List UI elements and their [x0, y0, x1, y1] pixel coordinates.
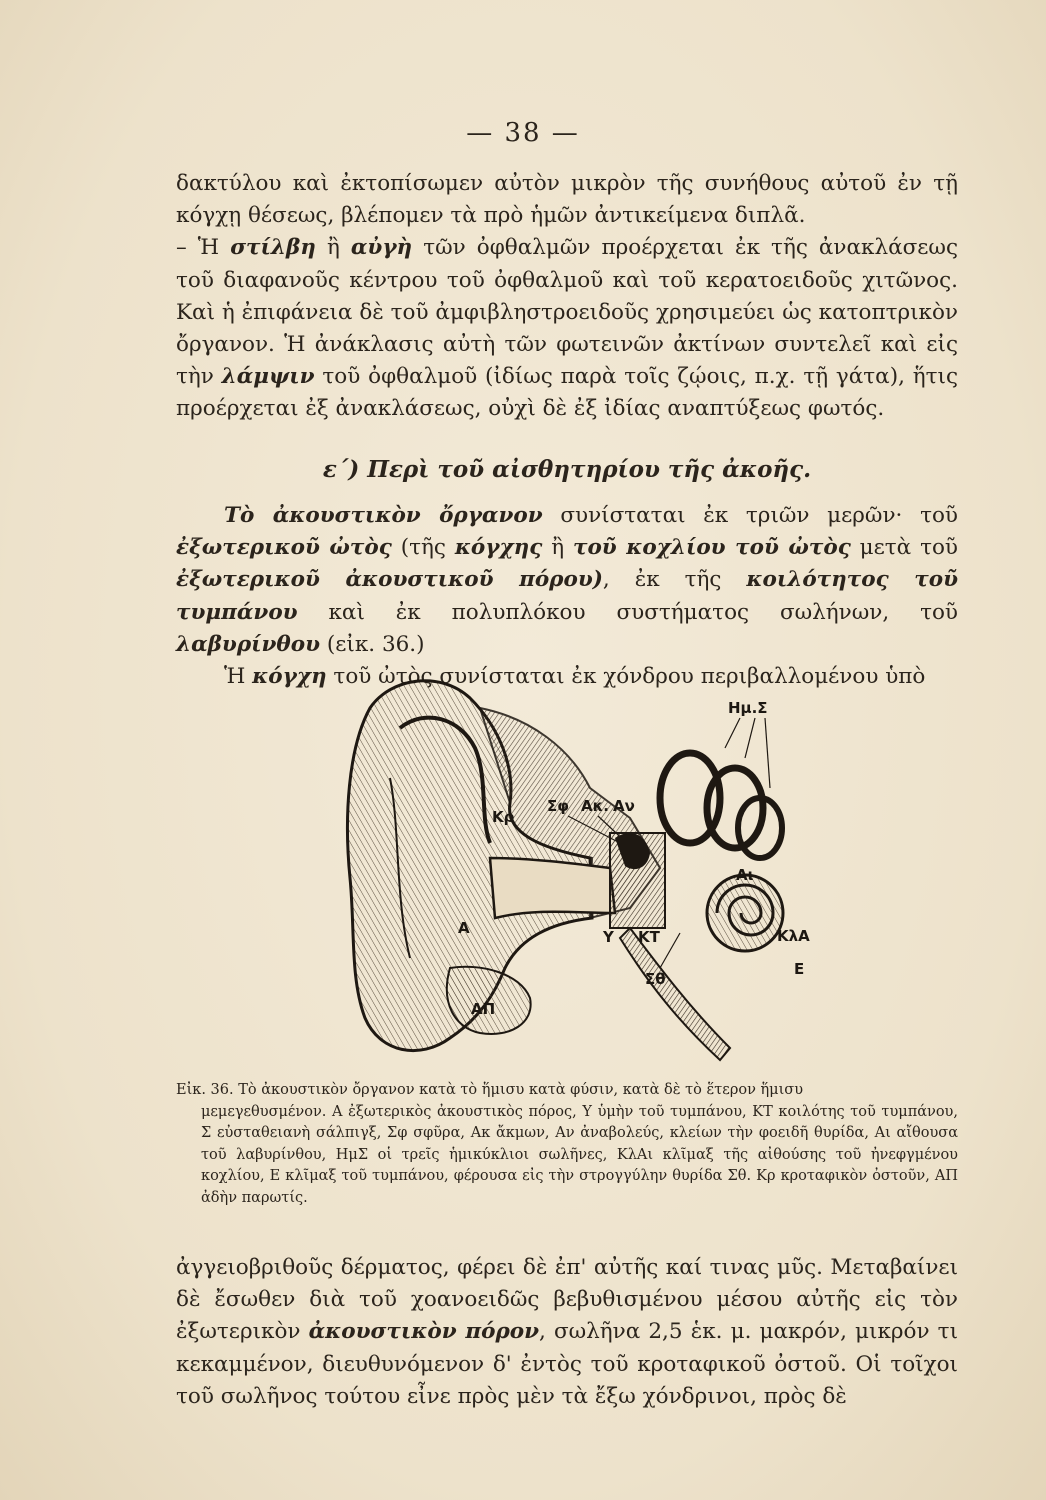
label-Y: Υ: [603, 928, 614, 946]
caption-first-line: Εἰκ. 36. Τὸ ἀκουστικὸν ὄργανον κατὰ τὸ ἥμισυ κατὰ φύσιν, κατὰ δὲ τὸ ἕτερον ἥμισυ: [176, 1082, 804, 1098]
label-sph: Σφ: [547, 797, 569, 815]
label-ai: Αι: [736, 866, 754, 884]
concha-paragraph: Ἡ κόγχη τοῦ ὠτὸς συνίσταται ἐκ χόνδρου περιβαλλομένου ὑπὸ: [224, 664, 926, 690]
continued-text: δακτύλου καὶ ἐκτοπίσωμεν αὐτὸν μικρὸν τῆς συνήθους αὐτοῦ ἐν τῇ κόγχῃ θέσεως, βλέπομεν τὰ πρὸ ἡμῶν ἀντικείμενα διπλᾶ.: [176, 171, 958, 229]
label-ana: Αν: [613, 797, 635, 815]
label-E: Ε: [794, 960, 805, 978]
ear-anatomy-figure: [330, 668, 850, 1076]
label-Sth: Σθ: [645, 970, 666, 988]
page-number: — 38 —: [466, 118, 580, 148]
label-akm: Ακ.: [581, 797, 609, 815]
bottom-paragraph: ἀγγειοβριθοῦς δέρματος, φέρει δὲ ἐπ' αὐτῆς καί τινας μῦς. Μεταβαίνει δὲ ἔσωθεν διὰ τοῦ χοανοειδῶς βεβυθισμένου μέσου αὐτῆς εἰς τὸν ἐξωτερικὸν ἀκουστικὸν πόρον, σωλῆνα 2,5 ἑκ. μ. μακρόν, μικρόν τι κεκαμμένον, διευθυνόμενον δ' ἐντὸς τοῦ κροταφικοῦ ὀστοῦ. Οἱ τοῖχοι τοῦ σωλῆνος τούτου εἶνε πρὸς μὲν τὰ ἔξω χόνδρινοι, πρὸς δὲ: [176, 1255, 958, 1409]
label-klA: ΚλΑ: [777, 927, 810, 945]
label-hmS: Ημ.Σ: [728, 699, 768, 717]
caption-body: μεμεγεθυσμένον. Α ἐξωτερικὸς ἀκουστικὸς πόρος, Υ ὑμὴν τοῦ τυμπάνου, ΚΤ κοιλότης τοῦ τυμπάνου, Σ εὐσταθειανὴ σάλπιγξ, Σφ σφῦρα, Ακ ἄκμων, Αν ἀναβολεύς, κλείων τὴν φοειδῆ θυρίδα, Αι αἴθουσα τοῦ λαβυρίνθου, ΗμΣ οἱ τρεῖς ἡμικύκλιοι σωλῆνες, ΚλΑι κλῖμαξ τῆς αἰθούσης τοῦ ἠνεφγμένου κοχλίου, Ε κλῖμαξ τοῦ τυμπάνου, φέρουσα εἰς τὴν στρογγύλην θυρίδα Σθ. Κρ κροταφικὸν ὀστοῦν, ΑΠ ἀδὴν παρωτίς.: [201, 1103, 958, 1206]
term-acoustic-meatus: ἀκουστικὸν πόρον: [308, 1319, 540, 1345]
label-KT: ΚΤ: [638, 928, 660, 946]
term-lampsin: λάμψιν: [221, 364, 315, 390]
term-avgi: αὐγὴ: [350, 235, 413, 261]
section-heading: ε΄) Περὶ τοῦ αἰσθητηρίου τῆς ἀκοῆς.: [322, 456, 812, 483]
top-paragraph: [176, 168, 958, 426]
label-A: A: [458, 919, 470, 937]
figure-caption: [176, 1080, 958, 1209]
term-stilve: στίλβη: [230, 235, 316, 261]
label-AP: ΑΠ: [471, 1000, 496, 1018]
label-kr: Κρ: [492, 808, 515, 826]
shine-paragraph: – Ἡ στίλβη ἢ αὐγὴ τῶν ὀφθαλμῶν προέρχεται ἐκ τῆς ἀνακλάσεως τοῦ διαφανοῦς κέντρου τοῦ ὀφθαλμοῦ καὶ τοῦ κερατοειδοῦς χιτῶνος. Καὶ ἡ ἐπιφάνεια δὲ τοῦ ἀμφιβληστροειδοῦς χρησιμεύει ὡς κατοπτρικὸν ὄργανον. Ἡ ἀνάκλασις αὐτὴ τῶν φωτεινῶν ἀκτίνων συντελεῖ καὶ εἰς τὴν λάμψιν τοῦ ὀφθαλμοῦ (ἰδίως παρὰ τοῖς ζῴοις, π.χ. τῇ γάτα), ἥτις προέρχεται ἐξ ἀνακλάσεως, οὐχὶ δὲ ἐξ ἰδίας αναπτύξεως φωτός.: [176, 235, 958, 422]
ear-canal-shape: [490, 858, 615, 918]
section-paragraph: Τὸ ἀκουστικὸν ὄργανον συνίσταται ἐκ τριῶν μερῶν· τοῦ ἐξωτερικοῦ ὠτὸς (τῆς κόγχης ἢ τοῦ κοχλίου τοῦ ὠτὸς μετὰ τοῦ ἐξωτερικοῦ ἀκουστικοῦ πόρου), ἐκ τῆς κοιλότητος τοῦ τυμπάνου καὶ ἐκ πολυπλόκου συστήματος σωλήνων, τοῦ λαβυρίνθου (εἰκ. 36.) Ἡ κόγχη τοῦ ὠτὸς συνίσταται ἐκ χόνδρου περιβαλλομένου ὑπὸ: [176, 500, 958, 693]
term-organ: Τὸ ἀκουστικὸν ὄργανον: [224, 503, 543, 528]
